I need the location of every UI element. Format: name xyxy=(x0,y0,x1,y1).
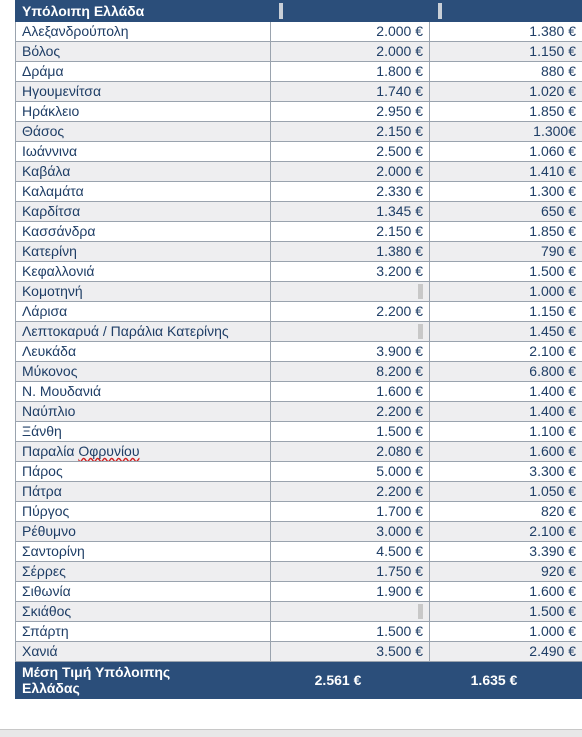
average-price1: 2.561 € xyxy=(271,662,430,699)
city-cell[interactable] xyxy=(16,442,271,462)
table-row xyxy=(16,402,582,422)
price2-cell[interactable]: 1.060 € xyxy=(430,142,582,162)
price1-cell[interactable]: 1.500 € xyxy=(271,622,430,642)
table-row xyxy=(16,542,582,562)
price1-cell[interactable] xyxy=(271,282,430,302)
price2-cell[interactable]: 1.050 € xyxy=(430,482,582,502)
table-row xyxy=(16,222,582,242)
price1-cell[interactable]: 2.200 € xyxy=(271,302,430,322)
price2-cell[interactable]: 1.100 € xyxy=(430,422,582,442)
price2-cell[interactable]: 1.300 € xyxy=(430,182,582,202)
price2-cell[interactable]: 1.600 € xyxy=(430,582,582,602)
table-row xyxy=(16,62,582,82)
table-row xyxy=(16,22,582,42)
price1-cell[interactable]: 1.600 € xyxy=(271,382,430,402)
city-cell[interactable]: Σαντορίνη xyxy=(16,542,271,562)
city-cell[interactable]: Βόλος xyxy=(16,42,271,62)
price-table xyxy=(15,0,582,699)
spellcheck-underlined-word: Οφρυνίου xyxy=(78,443,139,459)
table-row xyxy=(16,42,582,62)
price1-cell[interactable]: 3.500 € xyxy=(271,642,430,662)
price2-cell[interactable]: 1.410 € xyxy=(430,162,582,182)
price2-cell[interactable]: 790 € xyxy=(430,242,582,262)
city-cell[interactable]: Κομοτηνή xyxy=(16,282,271,302)
price1-cell[interactable] xyxy=(271,602,430,622)
city-cell[interactable]: Σπάρτη xyxy=(16,622,271,642)
city-cell[interactable]: Κεφαλλονιά xyxy=(16,262,271,282)
city-cell[interactable]: Λεπτοκαρυά / Παράλια Κατερίνης xyxy=(16,322,271,342)
city-cell[interactable]: Καβάλα xyxy=(16,162,271,182)
price1-header xyxy=(271,1,430,22)
city-cell[interactable]: Θάσος xyxy=(16,122,271,142)
city-cell[interactable]: Ρέθυμνο xyxy=(16,522,271,542)
city-cell[interactable]: Ηράκλειο xyxy=(16,102,271,122)
price1-cell[interactable]: 2.330 € xyxy=(271,182,430,202)
table-row xyxy=(16,242,582,262)
price1-cell[interactable]: 2.000 € xyxy=(271,42,430,62)
table-row xyxy=(16,482,582,502)
table-row xyxy=(16,502,582,522)
price2-cell[interactable]: 1.150 € xyxy=(430,302,582,322)
table-row xyxy=(16,162,582,182)
table-row xyxy=(16,202,582,222)
column-grip-icon xyxy=(438,3,442,19)
city-cell[interactable]: Αλεξανδρούπολη xyxy=(16,22,271,42)
price2-cell[interactable]: 1.020 € xyxy=(430,82,582,102)
price2-cell[interactable]: 1.400 € xyxy=(430,382,582,402)
price2-cell[interactable]: 1.850 € xyxy=(430,102,582,122)
price1-cell[interactable]: 2.000 € xyxy=(271,22,430,42)
average-label-line2: Ελλάδας xyxy=(22,680,264,696)
price2-cell[interactable]: 2.100 € xyxy=(430,522,582,542)
city-cell[interactable]: Λευκάδα xyxy=(16,342,271,362)
table-row xyxy=(16,422,582,442)
table-row xyxy=(16,382,582,402)
price1-cell[interactable] xyxy=(271,322,430,342)
table-row xyxy=(16,562,582,582)
city-cell[interactable]: Δράμα xyxy=(16,62,271,82)
city-cell[interactable]: Ξάνθη xyxy=(16,422,271,442)
table-row xyxy=(16,142,582,162)
table-row xyxy=(16,302,582,322)
price2-cell[interactable]: 920 € xyxy=(430,562,582,582)
city-name-part: Παραλία xyxy=(22,443,78,459)
price1-cell[interactable]: 1.500 € xyxy=(271,422,430,442)
city-cell[interactable]: Καλαμάτα xyxy=(16,182,271,202)
price2-cell[interactable]: 1.850 € xyxy=(430,222,582,242)
price1-cell[interactable]: 2.200 € xyxy=(271,482,430,502)
city-cell[interactable]: Σιθωνία xyxy=(16,582,271,602)
price1-cell[interactable]: 1.345 € xyxy=(271,202,430,222)
price1-cell[interactable]: 8.200 € xyxy=(271,362,430,382)
price1-cell[interactable]: 2.080 € xyxy=(271,442,430,462)
city-cell[interactable]: Καρδίτσα xyxy=(16,202,271,222)
price1-cell[interactable]: 2.200 € xyxy=(271,402,430,422)
price1-cell[interactable]: 3.200 € xyxy=(271,262,430,282)
price2-cell[interactable]: 650 € xyxy=(430,202,582,222)
price2-cell[interactable]: 1.500 € xyxy=(430,262,582,282)
table-row xyxy=(16,642,582,662)
average-row xyxy=(16,662,582,699)
price2-cell[interactable]: 1.600 € xyxy=(430,442,582,462)
price1-cell[interactable]: 1.800 € xyxy=(271,62,430,82)
table-row xyxy=(16,622,582,642)
price1-cell[interactable]: 1.740 € xyxy=(271,82,430,102)
price2-cell[interactable]: 1.000 € xyxy=(430,282,582,302)
table-row xyxy=(16,282,582,302)
price1-cell[interactable]: 1.900 € xyxy=(271,582,430,602)
average-price2: 1.635 € xyxy=(430,662,582,699)
table-row xyxy=(16,82,582,102)
city-cell[interactable]: Μύκονος xyxy=(16,362,271,382)
price2-cell[interactable]: 880 € xyxy=(430,62,582,82)
price2-cell[interactable]: 1.300€ xyxy=(430,122,582,142)
empty-cell-marker xyxy=(418,324,423,339)
table-row xyxy=(16,322,582,342)
price1-cell[interactable]: 2.150 € xyxy=(271,222,430,242)
table-row xyxy=(16,582,582,602)
city-cell[interactable]: Πύργος xyxy=(16,502,271,522)
price1-cell[interactable]: 2.150 € xyxy=(271,122,430,142)
price2-cell[interactable]: 1.150 € xyxy=(430,42,582,62)
price1-cell[interactable]: 3.900 € xyxy=(271,342,430,362)
city-cell[interactable]: Ν. Μουδανιά xyxy=(16,382,271,402)
price1-cell[interactable]: 1.750 € xyxy=(271,562,430,582)
city-cell[interactable]: Κατερίνη xyxy=(16,242,271,262)
price2-header xyxy=(430,1,582,22)
table-row xyxy=(16,342,582,362)
price2-cell[interactable]: 2.100 € xyxy=(430,342,582,362)
price2-cell[interactable]: 6.800 € xyxy=(430,362,582,382)
region-header: Υπόλοιπη Ελλάδα xyxy=(16,1,271,22)
city-cell[interactable]: Σκιάθος xyxy=(16,602,271,622)
price2-cell[interactable]: 1.380 € xyxy=(430,22,582,42)
city-cell[interactable]: Ιωάννινα xyxy=(16,142,271,162)
table-row xyxy=(16,462,582,482)
empty-cell-marker xyxy=(418,284,423,299)
column-grip-icon xyxy=(279,3,283,19)
table-row xyxy=(16,362,582,382)
city-cell[interactable]: Σέρρες xyxy=(16,562,271,582)
price2-cell[interactable]: 820 € xyxy=(430,502,582,522)
price1-cell[interactable]: 1.700 € xyxy=(271,502,430,522)
table-row xyxy=(16,182,582,202)
table-row xyxy=(16,122,582,142)
city-cell[interactable]: Χανιά xyxy=(16,642,271,662)
price2-cell[interactable]: 3.300 € xyxy=(430,462,582,482)
empty-cell-marker xyxy=(418,604,423,619)
price1-cell[interactable]: 2.500 € xyxy=(271,142,430,162)
header-row xyxy=(16,1,582,22)
city-cell[interactable]: Κασσάνδρα xyxy=(16,222,271,242)
average-label-line1: Μέση Τιμή Υπόλοιπης xyxy=(22,664,264,680)
price1-cell[interactable]: 3.000 € xyxy=(271,522,430,542)
price1-cell[interactable]: 2.000 € xyxy=(271,162,430,182)
price2-cell[interactable]: 1.400 € xyxy=(430,402,582,422)
price2-cell[interactable]: 1.000 € xyxy=(430,622,582,642)
table-row xyxy=(16,262,582,282)
price2-cell[interactable]: 1.500 € xyxy=(430,602,582,622)
price2-cell[interactable]: 1.450 € xyxy=(430,322,582,342)
city-cell[interactable]: Ναύπλιο xyxy=(16,402,271,422)
price2-cell[interactable]: 3.390 € xyxy=(430,542,582,562)
price1-cell[interactable]: 4.500 € xyxy=(271,542,430,562)
price1-cell[interactable]: 1.380 € xyxy=(271,242,430,262)
price2-cell[interactable]: 2.490 € xyxy=(430,642,582,662)
table-row xyxy=(16,442,582,462)
city-cell[interactable]: Λάρισα xyxy=(16,302,271,322)
city-cell[interactable]: Ηγουμενίτσα xyxy=(16,82,271,102)
table-row xyxy=(16,602,582,622)
price1-cell[interactable]: 5.000 € xyxy=(271,462,430,482)
average-label xyxy=(16,662,271,699)
price1-cell[interactable]: 2.950 € xyxy=(271,102,430,122)
table-row xyxy=(16,522,582,542)
city-cell[interactable]: Πάτρα xyxy=(16,482,271,502)
city-cell[interactable]: Πάρος xyxy=(16,462,271,482)
table-row xyxy=(16,102,582,122)
